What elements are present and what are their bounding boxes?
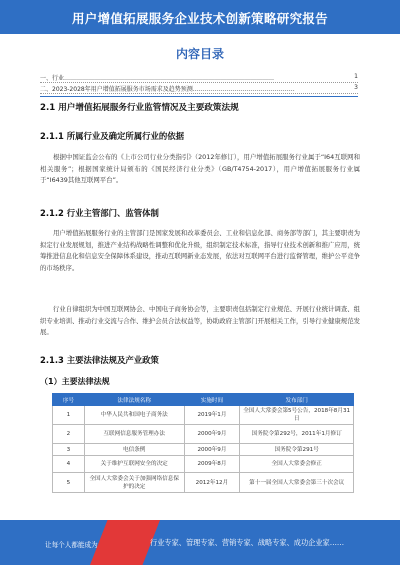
paragraph-regulatory-authorities: 用户增值拓展服务行业的主管部门是国家发展和改革委员会、工业和信息化部、商务部等部门，其主要职责为拟定行业发展规划，推进产业结构战略性调整和优化升级，组织制定技术标准，指导行业技术创新和推广应用，统筹推进信息化和信息安全保障体系建设，推动互联网新业态发展，依法对互联网平台进行监督管理，维护公平竞争的市场秩序。 xyxy=(40,229,360,272)
table-cell: 1 xyxy=(53,406,85,425)
section-heading: 2.1 用户增值拓展服务行业监管情况及主要政策法规 xyxy=(40,103,239,113)
table-cell: 2 xyxy=(53,425,85,444)
table-cell: 2019年1月 xyxy=(184,406,240,425)
toc-title: 内容目录 xyxy=(175,47,224,61)
toc-entry-1[interactable] xyxy=(40,73,358,83)
table-row xyxy=(53,444,354,456)
table-header-row xyxy=(53,394,354,406)
table-cell: 互联网信息服务管理办法 xyxy=(84,425,184,444)
section-divider xyxy=(40,96,358,97)
column-header: 实施时间 xyxy=(184,394,240,406)
toc-entry-2[interactable] xyxy=(40,84,358,94)
table-cell: 全国人大常委会关于加强网络信息保护的决定 xyxy=(84,473,184,493)
table-cell: 电信条例 xyxy=(84,444,184,456)
table-row xyxy=(53,425,354,444)
paragraph-self-regulatory-orgs: 行业自律组织为中国互联网协会、中国电子商务协会等，主要职责包括制定行业规范、开展行业统计调查、组织专业培训、推动行业交流与合作、维护会员合法权益等，协助政府主管部门开展相关工作，引导行业健康规范发展。 xyxy=(40,305,360,337)
table-cell: 2000年9月 xyxy=(184,425,240,444)
table-cell: 全国人大常委会第5号公告，2018年8月31日 xyxy=(240,406,354,425)
table-cell: 国务院令第292号，2011年1月修订 xyxy=(240,425,354,444)
footer-roles: 行业专家、管理专家、营销专家、战略专家、成功企业家…… xyxy=(150,538,345,547)
table-cell: 中华人民共和国电子商务法 xyxy=(84,406,184,425)
laws-subheading: （1）主要法律法规 xyxy=(40,377,110,386)
subsection-heading-2-1-2: 2.1.2 行业主管部门、监管体制 xyxy=(40,208,159,218)
table-cell: 关于维护互联网安全的决定 xyxy=(84,456,184,473)
page-footer xyxy=(0,520,400,565)
table-row xyxy=(53,473,354,493)
table-row xyxy=(53,456,354,473)
column-header: 发布部门 xyxy=(240,394,354,406)
table-row xyxy=(53,406,354,425)
report-title: 用户增值拓展服务企业技术创新策略研究报告 xyxy=(71,11,328,26)
table-cell: 2009年8月 xyxy=(184,456,240,473)
footer-slogan: 让每个人都能成为 xyxy=(45,541,98,549)
table-cell: 4 xyxy=(53,456,85,473)
subsection-heading-2-1-1: 2.1.1 所属行业及确定所属行业的依据 xyxy=(40,131,185,141)
column-header: 法律法规名称 xyxy=(84,394,184,406)
table-cell: 2012年12月 xyxy=(184,473,240,493)
table-cell: 5 xyxy=(53,473,85,493)
toc-entry-page: 1 xyxy=(354,73,358,80)
table-cell: 第十一届全国人大常委会第三十次会议 xyxy=(240,473,354,493)
paragraph-industry-classification: 根据中国证监会公布的《上市公司行业分类指引》（2012年修订），用户增值拓展服务行业属于“I64互联网和相关服务”；根据国家统计局颁布的《国民经济行业分类》（GB/T4754-2017），用户增值拓展服务行业属于“I6439其他互联网平台”。 xyxy=(40,153,360,185)
table-cell: 国务院令第291号 xyxy=(240,444,354,456)
table-cell: 2000年9月 xyxy=(184,444,240,456)
toc-entry-text: 一、行业…………………………………………………………………………………………… xyxy=(40,75,275,82)
table-cell: 3 xyxy=(53,444,85,456)
subsection-heading-2-1-3: 2.1.3 主要法律法规及产业政策 xyxy=(40,355,159,365)
column-header: 序号 xyxy=(53,394,85,406)
toc-entry-page: 3 xyxy=(354,84,358,91)
toc-entry-text: 二、2023-2028年用户增值拓展服务市场需求及趋势预测…………………………………………… xyxy=(40,86,295,93)
report-header xyxy=(0,0,400,34)
table-cell: 全国人大常委会修正 xyxy=(240,456,354,473)
laws-table xyxy=(52,393,354,493)
